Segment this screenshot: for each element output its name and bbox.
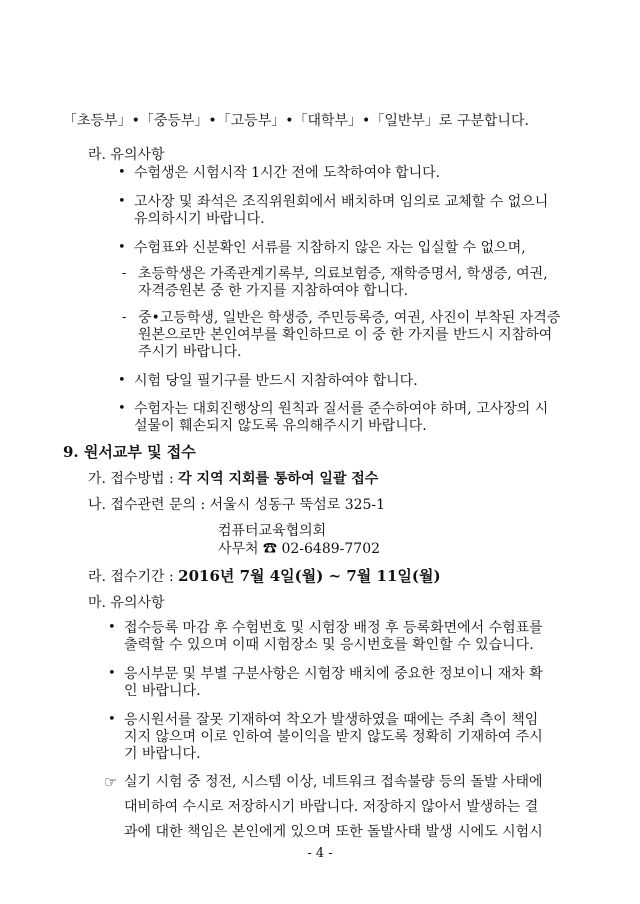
inquiry-office [218,540,380,558]
note-stationery: 시험 당일 필기구를 반드시 지참하여야 합니다. [134,373,418,389]
note-save-3: 과에 대한 책임은 본인에게 있으며 또한 돌발사태 발생 시에도 시험시 [124,824,543,840]
application-method [88,470,378,488]
pointing-hand-icon: ☞ [104,773,118,791]
inquiry-organization: 컴퓨터교육협의회 [218,523,327,539]
note-secondary-3: 주시기 바랍니다. [138,344,242,360]
note-seating-2: 유의하시기 바랍니다. [134,211,265,227]
note-arrival: 수험생은 시험시작 1시간 전에 도착하여야 합니다. [134,165,441,181]
note-save-2: 대비하여 수시로 저장하시기 바랍니다. 저장하지 않아서 발생하는 결 [124,799,539,815]
note-elementary-1: 초등학생은 가족관계기록부, 의료보험증, 재학증명서, 학생증, 여권, [138,266,548,282]
note-ticket-1: 접수등록 마감 후 수험번호 및 시험장 배정 후 등록화면에서 수험표를 [124,620,543,636]
inquiry-address: 나. 접수관련 문의 : 서울시 성동구 뚝섬로 325-1 [88,497,386,513]
note-save-1: 실기 시험 중 정전, 시스템 이상, 네트워크 접속불량 등의 돌발 사태에 [124,774,543,790]
bullet-icon: • [118,194,126,209]
application-period-value: 2016년 7월 4일(월) ~ 7월 11일(월) [178,567,441,585]
note-error-3: 기 바랍니다. [124,746,201,762]
phone-icon: ☎ [263,541,278,557]
application-method-value: 각 지역 지회를 통하여 일괄 접수 [178,471,379,487]
application-period [88,567,441,586]
note-ticket-2: 출력할 수 있으며 이때 시험장소 및 응시번호를 확인할 수 있습니다. [124,637,534,653]
dash-icon: - [122,266,127,281]
bullet-icon: • [108,712,116,727]
bullet-icon: • [118,401,126,416]
note-id-docs: 수험표와 신분확인 서류를 지참하지 않은 자는 입실할 수 없으며, [134,240,526,256]
notes-heading: 라. 유의사항 [88,147,165,163]
note-secondary-2: 원본으로만 본인여부를 확인하므로 이 중 한 가지를 반드시 지참하여 [138,327,553,343]
bullet-icon: • [108,620,116,635]
note-error-2: 지지 않으며 이로 인하여 불이익을 받지 않도록 정확히 기재하여 주시 [124,729,543,745]
bullet-icon: • [118,165,126,180]
note-rules-1: 수험자는 대회진행상의 원칙과 질서를 준수하여야 하며, 고사장의 시 [134,401,549,417]
application-method-label: 가. 접수방법 : [88,471,179,487]
note-error-1: 응시원서를 잘못 기재하여 착오가 발생하였을 때에는 주최 측이 책임 [124,712,539,728]
note-elementary-2: 자격증원본 중 한 가지를 지참하여야 합니다. [138,283,409,299]
page-number: - 4 - [307,846,333,861]
office-label: 사무처 [218,541,259,557]
note-seating-1: 고사장 및 좌석은 조직위원회에서 배치하며 임의로 교체할 수 없으니 [134,194,549,210]
office-phone: 02-6489-7702 [281,541,381,557]
division-intro-line: 「초등부」•「중등부」•「고등부」•「대학부」•「일반부」로 구분합니다. [63,113,529,129]
bullet-icon: • [108,666,116,681]
note-division-1: 응시부문 및 부별 구분사항은 시험장 배치에 중요한 정보이니 재차 확 [124,666,543,682]
bullet-icon: • [118,373,126,388]
note-rules-2: 설물이 훼손되지 않도록 유의해주시기 바랍니다. [134,418,427,434]
notes-heading-2: 마. 유의사항 [88,595,165,611]
note-division-2: 인 바랍니다. [124,683,201,699]
note-secondary-1: 중•고등학생, 일반은 학생증, 주민등록증, 여권, 사진이 부착된 자격증 [138,310,561,326]
dash-icon: - [122,310,127,325]
section-title: 9. 원서교부 및 접수 [63,443,196,461]
bullet-icon: • [118,240,126,255]
application-period-label: 라. 접수기간 : [88,569,179,585]
